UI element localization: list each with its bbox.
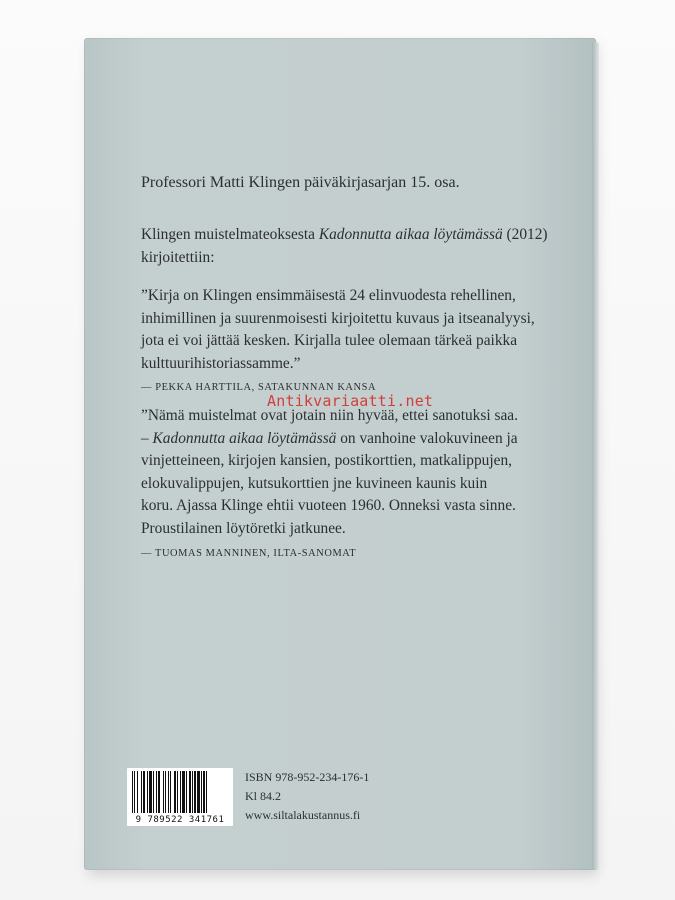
memoir-line-1: Klingen muistelmateoksesta Kadonnutta aikaa löytämässä (2012) [141,226,548,243]
isbn: ISBN 978-952-234-176-1 [245,770,370,784]
quote-line: koru. Ajassa Klinge ehtii vuoteen 1960. Onneksi vasta sinne. [141,497,516,515]
publisher-website: www.siltalakustannus.fi [245,808,361,822]
quote-source: — PEKKA HARTTILA, SATAKUNNAN KANSA [141,382,377,394]
memoir-title: Kadonnutta aikaa löytämässä [152,429,337,447]
quote-line: ”Nämä muistelmat ovat jotain niin hyvää, ettei sanotuksi saa. [141,407,518,424]
memoir-line-2: kirjoitettiin: [141,248,215,266]
review-quote-2 [141,405,518,563]
barcode-digits: 9 789522 341761 [135,815,225,825]
barcode [127,768,233,826]
barcode-bars [131,771,229,813]
quote-line: Proustilainen löytöretki jatkunee. [141,519,346,537]
quote-source: — TUOMAS MANNINEN, ILTA-SANOMAT [141,547,357,559]
review-quote-1 [141,285,535,397]
memoir-title: Kadonnutta aikaa löytämässä [318,226,503,243]
classification: Kl 84.2 [245,789,281,803]
book-spine-edge [592,42,599,870]
quote-line: elokuvalippujen, kutsukorttien jne kuvineen kaunis kuin [141,474,488,492]
quote-line: inhimillinen ja suurenmoisesti kirjoitettu kuvaus ja itseanalyysi, [141,309,535,327]
quote-line: ”Kirja on Klingen ensimmäisestä 24 elinvuodesta rehellinen, [141,287,516,304]
series-intro: Professori Matti Klingen päiväkirjasarjan 15. osa. [141,174,460,191]
quote-line: vinjetteineen, kirjojen kansien, postikorttien, matkalippujen, [141,452,512,470]
quote-line: jota ei voi jättää kesken. Kirjalla tulee olemaan tärkeä paikka [141,332,518,350]
quote-line: kulttuurihistoriassamme.” [141,354,301,372]
watermark: Antikvariaatti.net [267,392,434,410]
publisher-info [245,768,369,825]
quote-line: – Kadonnutta aikaa löytämässä on vanhoine valokuvineen ja [141,429,518,447]
memoir-paragraph [141,224,548,269]
